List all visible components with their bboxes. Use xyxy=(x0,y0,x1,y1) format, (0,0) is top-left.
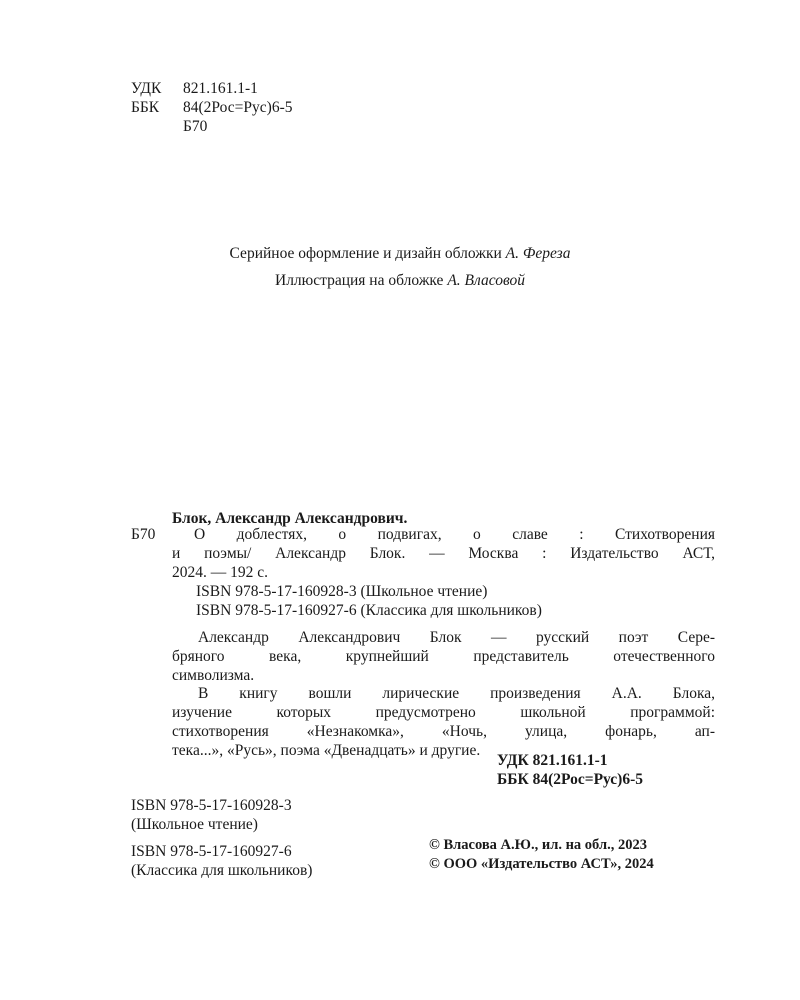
bottom-isbn-2-series: (Классика для школьников) xyxy=(131,862,313,879)
copyright-block xyxy=(429,836,654,874)
annotation-line: символизма. xyxy=(172,667,255,684)
author-mark: Б70 xyxy=(183,118,208,135)
annotation-line: В книгу вошли лирические произведения А.А. Блока, xyxy=(198,685,715,702)
annotation-line: стихотворения «Незнакомка», «Ночь, улица, фонарь, ап- xyxy=(172,723,715,740)
top-codes xyxy=(131,79,292,136)
catalog-isbn-line: ISBN 978-5-17-160928-3 (Школьное чтение) xyxy=(196,583,488,600)
design-credit-name: А. Фереза xyxy=(505,245,571,262)
bottom-isbn-1-series: (Школьное чтение) xyxy=(131,816,258,833)
catalog-title-line: 2024. — 192 с. xyxy=(172,564,269,581)
catalog-title-block xyxy=(172,525,715,582)
annotation-line: тека...», «Русь», поэма «Двенадцать» и другие. xyxy=(172,742,481,759)
annotation-line: бряного века, крупнейший представитель отечественного xyxy=(172,648,715,665)
catalog-isbn-block xyxy=(196,582,542,620)
catalog-isbn-line: ISBN 978-5-17-160927-6 (Классика для школьников) xyxy=(196,602,542,619)
catalog-bbk: ББК 84(2Рос=Рус)6-5 xyxy=(497,771,644,788)
author-mark-line xyxy=(131,117,292,136)
bottom-isbn-block xyxy=(131,796,312,880)
illustration-credit-name: А. Власовой xyxy=(447,272,525,289)
illustration-credit-prefix: Иллюстрация на обложке xyxy=(275,272,444,289)
udk-line xyxy=(131,79,292,98)
annotation-line: изучение которых предусмотрено школьной программой: xyxy=(172,704,715,721)
catalog-mark: Б70 xyxy=(131,526,156,543)
design-credit-prefix: Серийное оформление и дизайн обложки xyxy=(229,245,502,262)
bottom-isbn-2: ISBN 978-5-17-160927-6 xyxy=(131,843,292,860)
bbk-line xyxy=(131,98,292,117)
catalog-heading: Блок, Александр Александрович. xyxy=(172,510,408,527)
catalog-title-line: и поэмы/ Александр Блок. — Москва : Издательство АСТ, xyxy=(172,545,715,562)
udk-label: УДК xyxy=(131,80,162,97)
illustration-credit xyxy=(0,271,800,290)
catalog-title-line: О доблестях, о подвигах, о славе : Стихотворения xyxy=(194,526,715,543)
bottom-isbn-1: ISBN 978-5-17-160928-3 xyxy=(131,797,292,814)
bbk-label: ББК xyxy=(131,99,160,116)
annotation-paragraph-1 xyxy=(172,628,715,685)
annotation-paragraph-2 xyxy=(172,684,715,760)
copyright-publisher: © ООО «Издательство АСТ», 2024 xyxy=(429,856,654,872)
bbk-value: 84(2Рос=Рус)6-5 xyxy=(183,99,293,116)
design-credit xyxy=(0,244,800,263)
udk-value: 821.161.1-1 xyxy=(183,80,258,97)
catalog-udk: УДК 821.161.1-1 xyxy=(497,752,608,769)
copyright-illustrator: © Власова А.Ю., ил. на обл., 2023 xyxy=(429,837,647,853)
annotation-line: Александр Александрович Блок — русский поэт Сере- xyxy=(198,629,715,646)
